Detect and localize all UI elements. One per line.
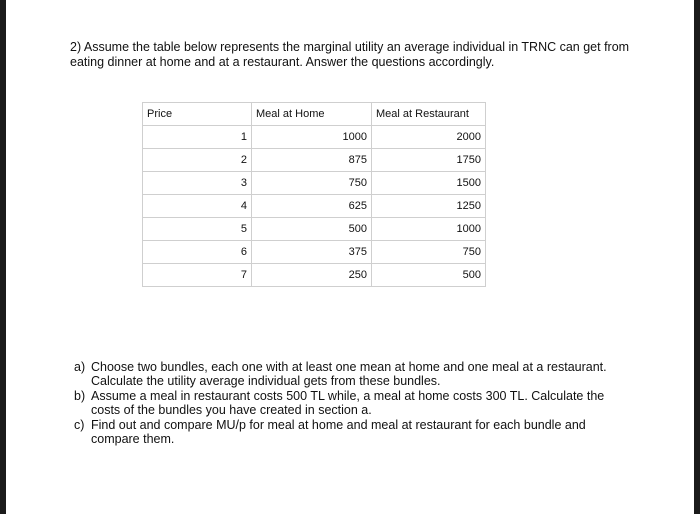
restaurant-utility-cell: 1750 <box>372 149 486 172</box>
question-text: Find out and compare MU/p for meal at home and meal at restaurant for each bundle and compare them. <box>91 418 586 446</box>
restaurant-utility-cell: 1500 <box>372 172 486 195</box>
restaurant-utility-cell: 750 <box>372 241 486 264</box>
table-row <box>143 264 486 287</box>
header-meal-at-home: Meal at Home <box>252 103 372 126</box>
table-row <box>143 218 486 241</box>
table-row <box>143 126 486 149</box>
price-cell: 5 <box>143 218 252 241</box>
home-utility-cell: 625 <box>252 195 372 218</box>
question-letter: b) <box>74 389 86 403</box>
price-cell: 7 <box>143 264 252 287</box>
table-row <box>143 172 486 195</box>
utility-table <box>142 102 486 287</box>
question-text: Choose two bundles, each one with at least one mean at home and one meal at a restaurant. Calculate the utility average individual gets from these bundles. <box>91 360 607 388</box>
question-list <box>74 360 634 447</box>
question-letter: c) <box>74 418 85 432</box>
home-utility-cell: 250 <box>252 264 372 287</box>
question-item-a <box>74 360 634 388</box>
table-row <box>143 241 486 264</box>
restaurant-utility-cell: 1250 <box>372 195 486 218</box>
home-utility-cell: 875 <box>252 149 372 172</box>
table-header-row <box>143 103 486 126</box>
question-letter: a) <box>74 360 86 374</box>
home-utility-cell: 750 <box>252 172 372 195</box>
restaurant-utility-cell: 500 <box>372 264 486 287</box>
table-row <box>143 149 486 172</box>
table-row <box>143 195 486 218</box>
header-meal-at-restaurant: Meal at Restaurant <box>372 103 486 126</box>
home-utility-cell: 375 <box>252 241 372 264</box>
price-cell: 6 <box>143 241 252 264</box>
right-edge-bar <box>694 0 700 514</box>
home-utility-cell: 1000 <box>252 126 372 149</box>
home-utility-cell: 500 <box>252 218 372 241</box>
question-text: Assume a meal in restaurant costs 500 TL while, a meal at home costs 300 TL. Calculate the costs of the bundles you have created in section a. <box>91 389 605 417</box>
price-cell: 3 <box>143 172 252 195</box>
restaurant-utility-cell: 1000 <box>372 218 486 241</box>
question-item-b <box>74 389 634 417</box>
price-cell: 2 <box>143 149 252 172</box>
left-edge-bar <box>0 0 6 514</box>
header-price: Price <box>143 103 252 126</box>
restaurant-utility-cell: 2000 <box>372 126 486 149</box>
price-cell: 1 <box>143 126 252 149</box>
question-item-c <box>74 418 634 446</box>
price-cell: 4 <box>143 195 252 218</box>
question-intro: 2) Assume the table below represents the marginal utility an average individual in TRNC can get from eating dinner at home and at a restaurant. Answer the questions accordingly. <box>70 40 630 69</box>
